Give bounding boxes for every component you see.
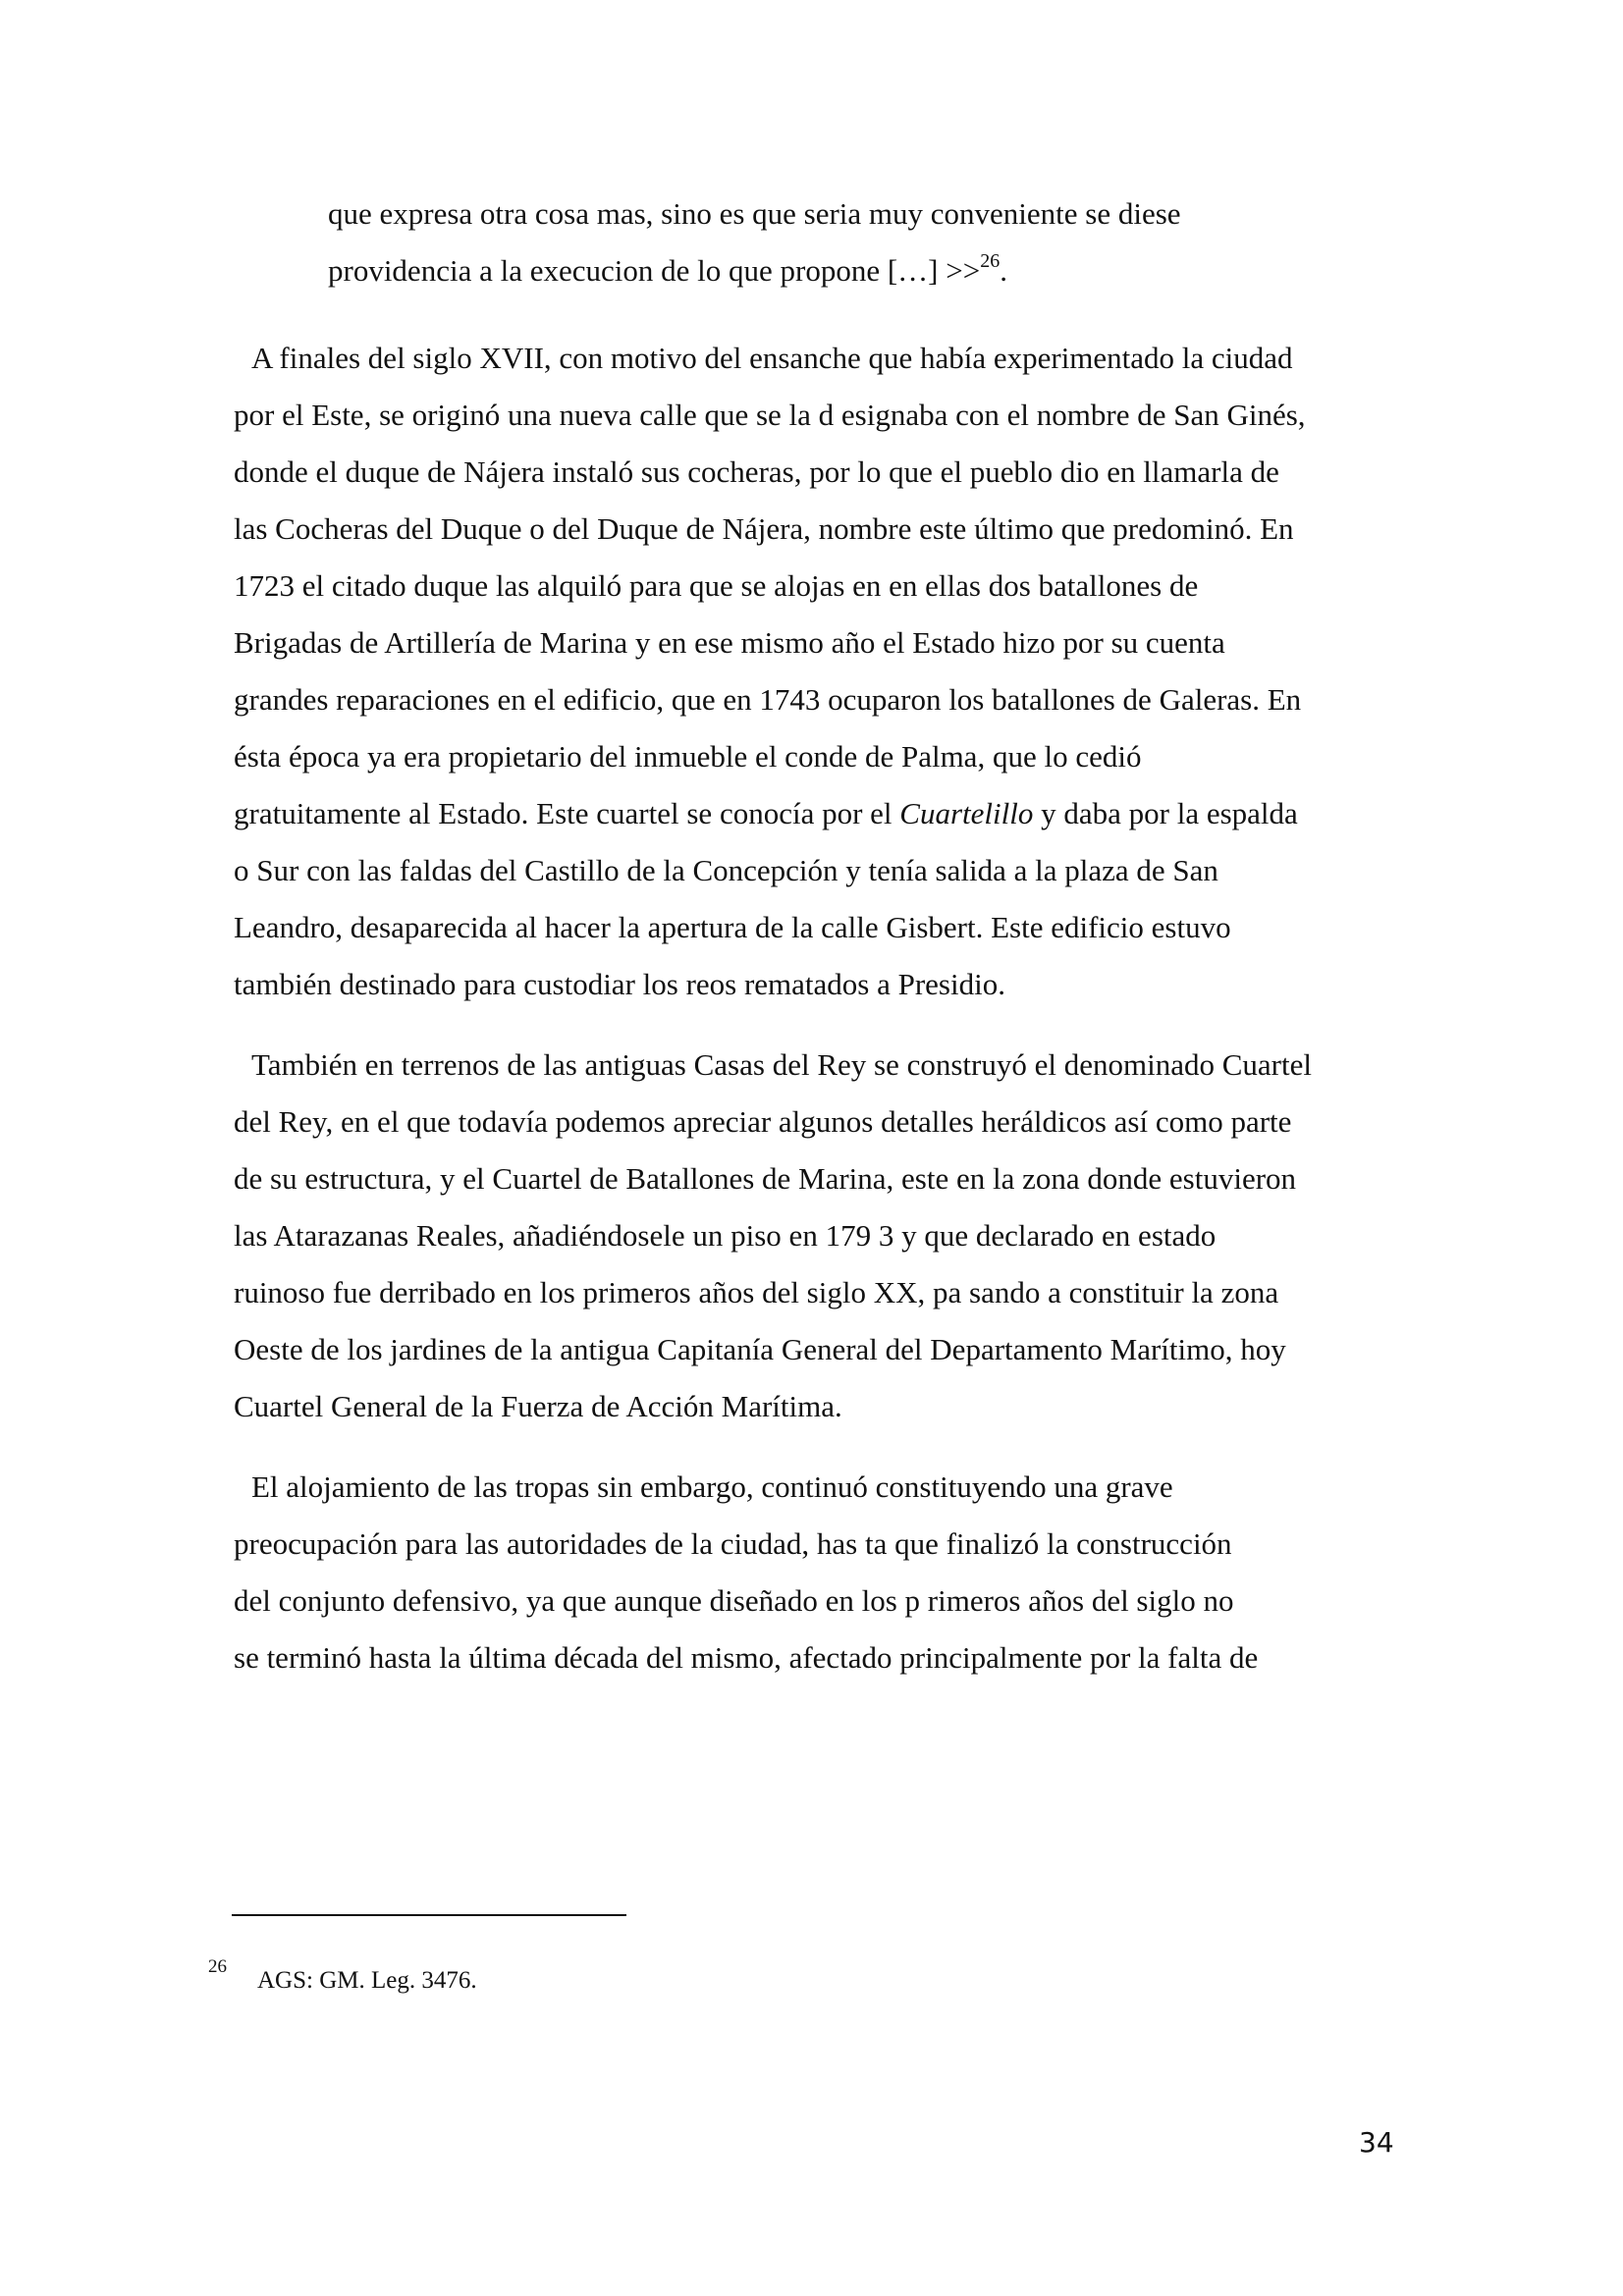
paragraph-1-line: ésta época ya era propietario del inmueble el conde de Palma, que lo cedió — [234, 739, 1142, 774]
quote-line: que expresa otra cosa mas, sino es que seria muy conveniente se diese — [328, 196, 1181, 231]
paragraph-2-line: También en terrenos de las antiguas Casas del Rey se construyó el denominado Cuartel — [251, 1047, 1312, 1082]
paragraph-1-line: Leandro, desaparecida al hacer la apertura de la calle Gisbert. Este edificio estuvo — [234, 910, 1231, 944]
paragraph-1-text: gratuitamente al Estado. Este cuartel se conocía por el — [234, 796, 900, 830]
paragraph-1-line: grandes reparaciones en el edificio, que en 1743 ocuparon los batallones de Galeras. En — [234, 682, 1302, 717]
paragraph-2-line: Oeste de los jardines de la antigua Capitanía General del Departamento Marítimo, hoy — [234, 1332, 1286, 1366]
paragraph-2-line: ruinoso fue derribado en los primeros años del siglo XX, pa sando a constituir la zona — [234, 1275, 1279, 1309]
quote-line — [328, 251, 1007, 294]
paragraph-1-line: A finales del siglo XVII, con motivo del ensanche que había experimentado la ciudad — [251, 341, 1293, 375]
page-number: 34 — [1359, 2126, 1394, 2159]
quote-end-punct: . — [1000, 253, 1007, 288]
paragraph-2-line: las Atarazanas Reales, añadiéndosele un piso en 179 3 y que declarado en estado — [234, 1218, 1217, 1253]
quote-line-text: providencia a la execucion de lo que propone […] >> — [328, 253, 981, 288]
paragraph-2-line: del Rey, en el que todavía podemos apreciar algunos detalles heráldicos así como parte — [234, 1104, 1292, 1139]
paragraph-2-line: Cuartel General de la Fuerza de Acción Marítima. — [234, 1389, 842, 1423]
paragraph-1-line: las Cocheras del Duque o del Duque de Nájera, nombre este último que predominó. En — [234, 511, 1294, 546]
footnote-text: AGS: GM. Leg. 3476. — [257, 1967, 477, 1994]
paragraph-1-text: y daba por la espalda — [1033, 796, 1298, 830]
paragraph-3-line: se terminó hasta la última década del mismo, afectado principalmente por la falta de — [234, 1640, 1259, 1675]
footnote-reference[interactable]: 26 — [980, 250, 1001, 272]
paragraph-3-line: El alojamiento de las tropas sin embargo, continuó constituyendo una grave — [251, 1469, 1173, 1504]
paragraph-1-line — [234, 794, 1298, 833]
paragraph-1-line: por el Este, se originó una nueva calle que se la d esignaba con el nombre de San Ginés, — [234, 398, 1306, 432]
paragraph-2-line: de su estructura, y el Cuartel de Batallones de Marina, este en la zona donde estuvieron — [234, 1161, 1297, 1196]
paragraph-1-line: también destinado para custodiar los reos rematados a Presidio. — [234, 967, 1005, 1001]
paragraph-1-line: donde el duque de Nájera instaló sus cocheras, por lo que el pueblo dio en llamarla de — [234, 454, 1279, 489]
italic-term: Cuartelillo — [899, 796, 1034, 830]
paragraph-1-line: o Sur con las faldas del Castillo de la Concepción y tenía salida a la plaza de San — [234, 853, 1218, 887]
footnote-number: 26 — [208, 1956, 227, 1977]
paragraph-3-line: preocupación para las autoridades de la ciudad, has ta que finalizó la construcción — [234, 1526, 1232, 1561]
paragraph-1-line: Brigadas de Artillería de Marina y en ese mismo año el Estado hizo por su cuenta — [234, 625, 1225, 660]
paragraph-3-line: del conjunto defensivo, ya que aunque diseñado en los p rimeros años del siglo no — [234, 1583, 1234, 1618]
footnote-separator — [232, 1914, 626, 1916]
paragraph-1-line: 1723 el citado duque las alquiló para que se alojas en en ellas dos batallones de — [234, 568, 1199, 603]
